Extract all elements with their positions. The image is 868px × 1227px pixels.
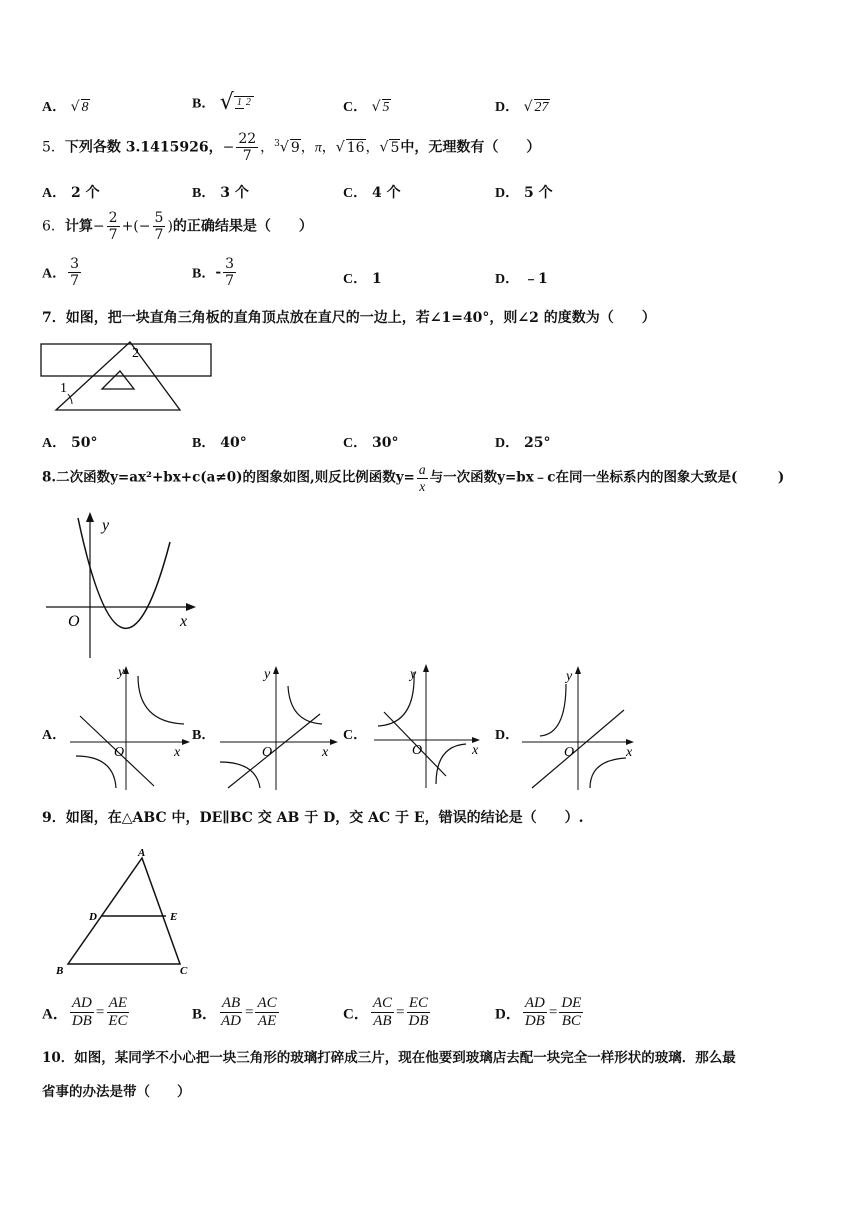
- q6-option-a: A． $\frac{3}{7}$: [42, 256, 80, 290]
- ruler: [41, 344, 211, 376]
- q5-fraction: $\frac{22}{7}$: [238, 131, 257, 165]
- q8-fraction: $\frac{a}{x}$: [418, 462, 426, 494]
- angle-1-label: 1: [60, 381, 67, 396]
- sqrt-symbol: √: [70, 99, 80, 115]
- q9-option-b: B． $\frac{AB}{AD}$ = $\frac{AC}{AE}$: [192, 995, 277, 1030]
- q5-option-c: C． 4 个: [343, 185, 401, 201]
- svg-text:O: O: [262, 745, 273, 760]
- angle-2-label: 2: [132, 346, 139, 361]
- q7-option-b: B． 40°: [192, 435, 247, 451]
- svg-text:A: A: [138, 847, 146, 859]
- q4-option-b: B． √ 1 2: [192, 90, 256, 115]
- q5-option-b: B． 3 个: [192, 185, 249, 201]
- q8-option-c: C．: [343, 728, 368, 743]
- q6-fraction-1: $\frac{2}{7}$: [108, 210, 118, 244]
- q9-triangle-figure: [54, 846, 196, 978]
- q8-option-d-graph: [518, 664, 643, 792]
- svg-text:O: O: [114, 745, 125, 760]
- sqrt-symbol: √: [279, 139, 289, 156]
- x-axis-arrow: [186, 603, 196, 611]
- sqrt-symbol: √: [219, 90, 234, 115]
- q4-option-d: D． √ 27: [495, 99, 549, 115]
- q4-option-a: A． √ 8: [42, 99, 89, 115]
- svg-text:y: y: [118, 665, 125, 680]
- svg-text:O: O: [68, 613, 80, 630]
- y-axis-arrow: [86, 512, 94, 522]
- q9-option-d: D． $\frac{AD}{DB}$ = $\frac{DE}{BC}$: [495, 995, 582, 1030]
- svg-text:x: x: [472, 743, 479, 758]
- q8-option-b-graph: [216, 664, 346, 792]
- svg-text:E: E: [170, 911, 178, 923]
- q5-option-d: D． 5 个: [495, 185, 553, 201]
- svg-text:y: y: [410, 667, 417, 682]
- triangle-abc: [68, 858, 180, 964]
- sqrt-symbol: √: [371, 99, 381, 115]
- q8-option-d: D．: [495, 728, 520, 743]
- q5-stem: 5．下列各数 3.1415926，− $\frac{22}{7}$ ，$^3$√ 9，π，√ 16，√ 5中，无理数有（ ）: [42, 131, 541, 165]
- q7-option-c: C． 30°: [343, 435, 399, 451]
- q6-option-d: D． ﹣1: [495, 271, 548, 287]
- set-square-hole: [102, 371, 134, 389]
- q9-stem: 9．如图，在△ABC 中，DE∥BC 交 AB 于 D，交 AC 于 E，错误的结论是（ ）.: [42, 810, 584, 826]
- q9-option-c: C． $\frac{AC}{AB}$ = $\frac{EC}{DB}$: [343, 995, 429, 1030]
- q9-option-a: A． $\frac{AD}{DB}$ = $\frac{AE}{EC}$: [42, 995, 128, 1030]
- q6-stem: 6．计算− $\frac{2}{7}$ +(− $\frac{5}{7}$ )的正确结果是（ ）: [42, 210, 313, 244]
- q7-option-a: A． 50°: [42, 435, 98, 451]
- q10-stem-line-2: 省事的办法是带（ ）: [42, 1084, 191, 1100]
- sqrt-symbol: √: [335, 139, 345, 156]
- sqrt-symbol: √: [523, 99, 533, 115]
- svg-text:y: y: [264, 667, 271, 682]
- q8-option-a: A．: [42, 728, 67, 743]
- q8-option-b: B．: [192, 728, 216, 743]
- q8-option-a-graph: [66, 664, 196, 792]
- svg-text:x: x: [626, 745, 633, 760]
- q8-option-c-graph: [370, 662, 490, 790]
- svg-text:O: O: [564, 745, 575, 760]
- svg-text:y: y: [102, 517, 110, 534]
- q6-option-c: C． 1: [343, 271, 382, 287]
- parabola: [78, 518, 170, 628]
- q10-stem-line-1: 10．如图，某同学不小心把一块三角形的玻璃打碎成三片，现在他要到玻璃店去配一块完全一样形状的玻璃．那么最: [42, 1050, 736, 1066]
- q7-ruler-triangle-figure: [38, 338, 216, 416]
- svg-text:x: x: [180, 613, 188, 630]
- q5-option-a: A． 2 个: [42, 185, 100, 201]
- q8-stem: 8.二次函数y=ax²+bx+c(a≠0)的图象如图,则反比例函数y= $\frac{a}{x}$ 与一次函数y=bx﹣c在同一坐标系内的图象大致是( ): [42, 462, 785, 494]
- q4-option-b-fraction: 1 2: [234, 96, 254, 109]
- q6-option-b: B．- $\frac{3}{7}$: [192, 256, 235, 290]
- q7-option-d: D． 25°: [495, 435, 551, 451]
- sqrt-symbol: √: [379, 139, 389, 156]
- svg-text:y: y: [566, 669, 573, 684]
- q7-stem: 7．如图，把一块直角三角板的直角顶点放在直尺的一边上，若∠1=40°，则∠2 的度数为（ ）: [42, 310, 656, 326]
- svg-text:x: x: [322, 745, 329, 760]
- q8-parabola-graph: [42, 510, 202, 660]
- svg-text:C: C: [180, 965, 188, 977]
- q4-option-c: C． √ 5: [343, 99, 390, 115]
- svg-text:D: D: [89, 911, 97, 923]
- svg-text:x: x: [174, 745, 181, 760]
- q6-fraction-2: $\frac{5}{7}$: [154, 210, 164, 244]
- svg-text:B: B: [56, 965, 64, 977]
- svg-text:O: O: [412, 743, 423, 758]
